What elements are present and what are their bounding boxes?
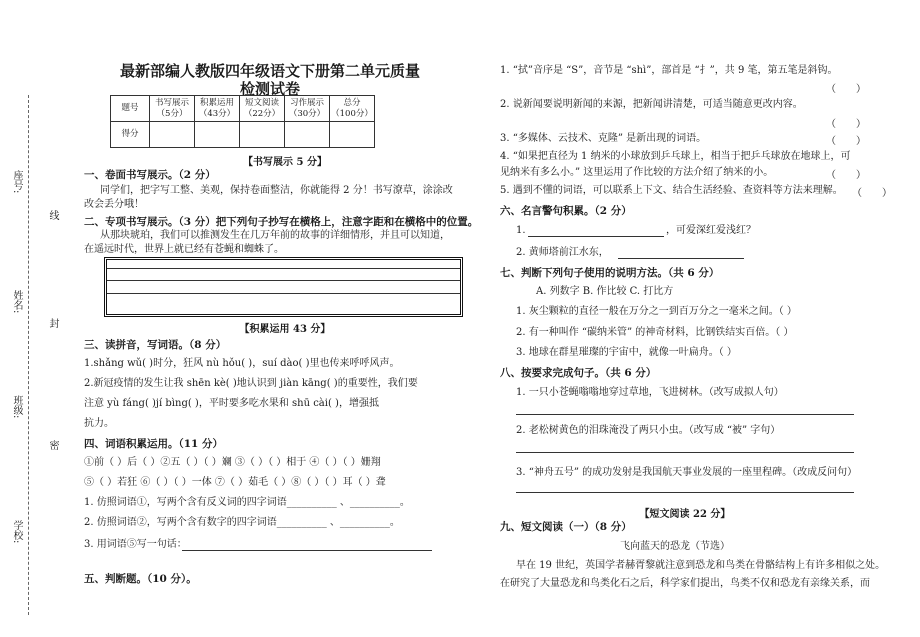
page-title-line2: 检测试卷 [240, 80, 301, 98]
score-header-cell: 书写展示 （5分） [150, 96, 195, 122]
q7-line1: 1. 灰尘颗粒的直径一般在万分之一到百万分之一毫米之间。（ ） [516, 306, 797, 317]
score-header-cell: 总分 （100分） [330, 96, 375, 122]
class-label: 班级: [11, 395, 22, 419]
q3-line4: 抗力。 [84, 418, 114, 429]
q4-line4: 2. 仿照词语②，写两个含有数字的四字词语__________ 、__________。 [84, 517, 400, 528]
q8-answer-line-1[interactable] [516, 414, 854, 415]
score-input-cell[interactable] [195, 122, 240, 148]
judge-item-5: 5. 遇到不懂的词语，可以联系上下文、结合生活经验、查资料等方法来理解。 [500, 185, 843, 196]
q3-title: 三、读拼音，写词语。（8 分） [84, 339, 227, 351]
grid-line [107, 280, 460, 281]
name-label: 姓名: [11, 290, 22, 314]
q2-title: 二、专项书写展示。（3 分）把下列句子抄写在横格上，注意字距和在横格中的位置。 [84, 216, 479, 228]
section-reading-heading: 【短文阅读 22 分】 [639, 509, 731, 520]
q1-text-line1: 同学们，把字写工整、美观，保持卷面整洁，你就能得 2 分！书写潦草，涂涂改 [100, 185, 453, 196]
q9-passage-title: 飞向蓝天的恐龙（节选） [620, 541, 730, 552]
score-input-cell[interactable] [240, 122, 285, 148]
q1-text-line2: 改会丢分哦！ [84, 199, 144, 210]
binding-line [28, 95, 43, 615]
score-row-label: 得分 [111, 122, 150, 148]
score-input-cell[interactable] [330, 122, 375, 148]
q6-line2-text: 2. 黄师塔前江水东， [516, 247, 609, 258]
q3-line3: 注意 yù fáng( )jí bìng( )，平时要多吃水果和 shū cài( )，增强抵 [84, 398, 379, 409]
grid-line [107, 293, 460, 294]
q8-answer-line-2[interactable] [516, 452, 854, 453]
judge-answer-3[interactable]: （ ） [826, 136, 866, 147]
page-title-line1: 最新部编人教版四年级语文下册第二单元质量 [120, 62, 421, 80]
q1-title: 一、卷面书写展示。（2 分） [84, 169, 216, 181]
binding-char-mi: 密 [47, 440, 58, 450]
judge-item-4-line1: 4. “如果把直径为 1 纳米的小球放到乒乓球上，相当于把乒乓球放在地球上，可 [500, 151, 851, 162]
q9-title: 九、短文阅读（一）（8 分） [500, 521, 632, 533]
q7-line2: 2. 有一种叫作 “碳纳米管” 的神奇材料，比钢铁结实百倍。（ ） [516, 327, 794, 338]
judge-answer-1[interactable]: （ ） [826, 84, 866, 95]
q6-answer-line-2[interactable] [618, 258, 744, 259]
q2-text-line1: 从那块琥珀，我们可以推测发生在几万年前的故事的详细情形，并且可以知道， [100, 230, 450, 241]
q6-line1-num: 1. [516, 225, 526, 236]
q3-line2: 2.新冠疫情的发生让我 shēn kè( )地认识到 jiàn kāng( )的重要性，我们要 [84, 378, 418, 389]
q9-passage-line2: 在研究了大量恐龙和鸟类化石之后，科学家们提出，鸟类不仅和恐龙有亲缘关系，而 [500, 578, 870, 589]
seat-label: 座号: [11, 170, 22, 194]
q7-title: 七、判断下列句子使用的说明方法。（共 6 分） [500, 267, 720, 279]
score-input-cell[interactable] [285, 122, 330, 148]
judge-item-4-line2: 见纳米有多么小。” 这里运用了作比较的方法介绍了纳米的小。 [500, 167, 774, 178]
q5-title: 五、判断题。（10 分）。 [84, 573, 197, 585]
judge-item-2: 2. 说新闻要说明新闻的来源，把新闻讲清楚，可适当随意更改内容。 [500, 99, 803, 110]
q9-passage-line1: 早在 19 世纪，英国学者赫胥黎就注意到恐龙和鸟类在骨骼结构上有许多相似之处。 [516, 560, 886, 571]
section-writing-heading: 【书写展示 5 分】 [243, 157, 327, 168]
q8-line2: 2. 老松树黄色的泪珠淹没了两只小虫。（改写成 “被” 字句） [516, 425, 781, 436]
q4-answer-line[interactable] [182, 550, 432, 551]
q8-line1: 1. 一只小苍蝇嗡嗡地穿过草地，飞进树林。（改写成拟人句） [516, 387, 784, 398]
score-header-cell: 积累运用 （43分） [195, 96, 240, 122]
writing-grid[interactable] [104, 257, 463, 317]
score-table [110, 95, 375, 148]
section-accum-heading: 【积累运用 43 分】 [239, 324, 331, 335]
q7-line3: 3. 地球在群星璀璨的宇宙中，就像一叶扁舟。（ ） [516, 347, 737, 358]
grid-line [107, 268, 460, 269]
judge-answer-2[interactable]: （ ） [826, 119, 866, 130]
judge-item-1: 1. “拭”音序是 “S”，音节是 “shì”，部首是 “扌”，共 9 笔，第五笔是斜钩。 [500, 65, 838, 76]
score-input-cell[interactable] [150, 122, 195, 148]
q4-line1: ①前（ ）后（ ）②五（ ）（ ）斓 ③（ ）（ ）相于 ④（ ）（ ）姗翔 [84, 457, 381, 468]
score-header-cell: 题号 [111, 96, 150, 122]
school-label: 学校: [11, 520, 22, 544]
q6-line1-text: ，可爱深红爱浅红？ [666, 225, 756, 236]
judge-item-3: 3. “多媒体、云技术、克隆” 是新出现的词语。 [500, 133, 707, 144]
judge-answer-5[interactable]: （ ） [852, 188, 892, 199]
judge-answer-4[interactable]: （ ） [826, 170, 866, 181]
score-header-cell: 习作展示 （30分） [285, 96, 330, 122]
q4-line5: 3. 用词语⑤写一句话： [84, 539, 187, 550]
q4-line3: 1. 仿照词语①，写两个含有反义词的四字词语__________ 、__________。 [84, 497, 410, 508]
q3-line1: 1.shǎng wǔ( )时分，狂风 nù hǒu( )，suí dào( )里也传来呼呼风声。 [84, 358, 400, 369]
binding-char-xian: 线 [47, 210, 58, 220]
q8-answer-line-3[interactable] [516, 492, 854, 493]
score-header-cell: 短文阅读 （22分） [240, 96, 285, 122]
q8-line3: 3. “神舟五号” 的成功发射是我国航天事业发展的一座里程碑。（改成反问句） [516, 467, 858, 478]
q4-line2: ⑤（ ）若狂 ⑥（ ）（ ）一体 ⑦（ ）茹毛（ ）⑧（ ）（ ）耳（ ）聋 [84, 477, 386, 488]
q6-title: 六、名言警句积累。（2 分） [500, 205, 632, 217]
q8-title: 八、按要求完成句子。（共 6 分） [500, 367, 657, 379]
q6-answer-line-1[interactable] [528, 236, 664, 237]
q4-title: 四、词语积累运用。（11 分） [84, 438, 224, 450]
q7-options: A. 列数字 B. 作比较 C. 打比方 [536, 286, 674, 297]
binding-char-feng: 封 [47, 318, 58, 328]
q2-text-line2: 在遥远时代，世界上就已经有苍蝇和蜘蛛了。 [84, 244, 284, 255]
